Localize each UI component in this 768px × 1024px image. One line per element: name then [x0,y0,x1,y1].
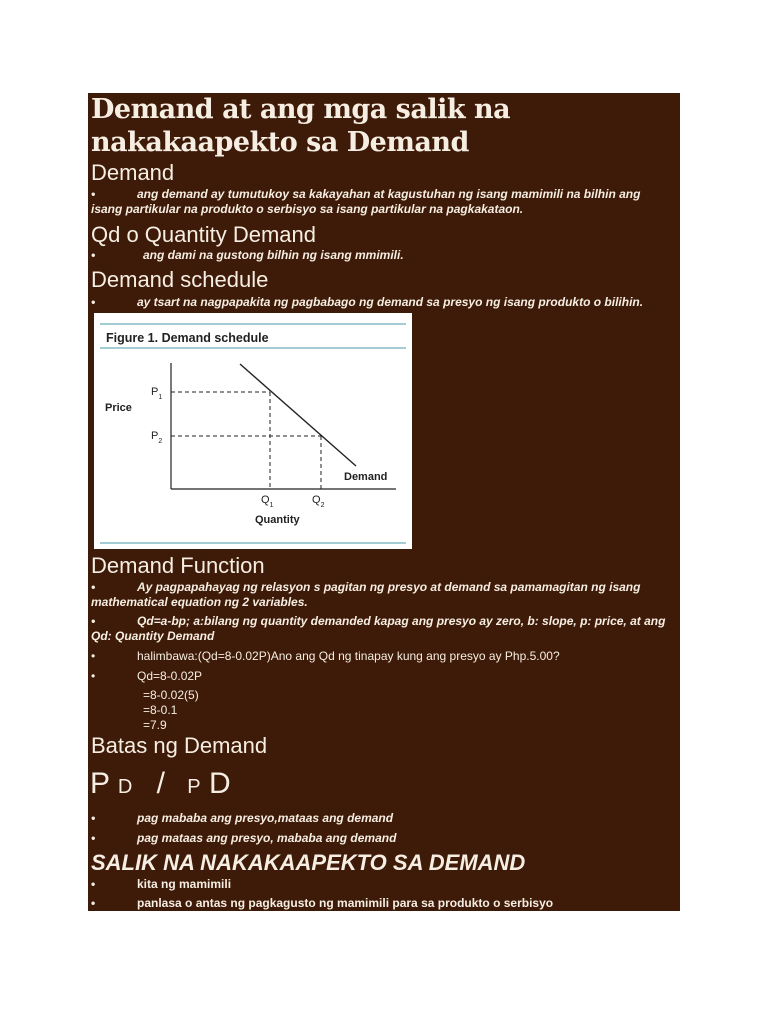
salik-bullet-1-text: kita ng mamimili [137,877,232,891]
function-bullet-4-text: Qd=8-0.02P [137,669,203,683]
demand-schedule-figure [94,313,412,549]
law-bullet-1 [91,811,393,826]
bullet: • [91,669,96,683]
y-axis-label: Price [105,402,132,414]
bullet: • [91,248,96,262]
page-title [91,93,531,159]
law-bullet-1-text: pag mababa ang presyo,mataas ang demand [137,811,394,825]
calc-step-1: =8-0.02(5) [143,688,199,702]
bullet: • [91,187,96,201]
function-bullet-4 [91,669,202,684]
schedule-definition [91,295,643,310]
section-heading-function: Demand Function [91,553,265,578]
function-bullet-1-text: Ay pagpapahayag ng relasyon s pagitan ng presyo at demand sa pamamagitan ng isang mathematical equation ng 2 variables. [91,580,641,609]
demand-definition-text: ang demand ay tumutukoy sa kakayahan at kagustuhan ng isang mamimili na bilhin ang isang partikular na produkto o serbisyo sa isang partikular na pagkakataon. [91,187,641,216]
law-formula [90,767,231,804]
bullet: • [91,811,96,825]
law-bullet-2-text: pag mataas ang presyo, mababa ang demand [137,831,397,845]
demand-curve-label: Demand [344,471,388,483]
law-slash: / [156,767,165,800]
p2-label: $P_2$ [151,430,163,445]
qd-definition-text: ang dami na gustong bilhin ng isang mmimili. [143,248,404,262]
page-title-text: Demand at ang mga salik na nakakaapekto sa Demand [91,94,511,158]
section-heading-qd: Qd o Quantity Demand [91,222,317,247]
bullet: • [91,831,96,845]
bullet: • [91,580,96,594]
law-d-up: D [208,767,231,800]
bullet: • [91,295,96,309]
calc-step-2: =8-0.1 [143,703,178,717]
q1-label: $Q_1$ [261,494,274,509]
demand-curve [240,364,356,466]
law-bullet-2 [91,831,396,846]
law-p-down: P [187,776,201,798]
salik-bullet-2-text: panlasa o antas ng pagkagusto ng mamimili para sa produkto o serbisyo [137,896,554,910]
bullet: • [91,649,96,663]
demand-schedule-diagram [94,313,412,549]
law-p-up: P [90,767,110,800]
qd-definition [91,248,404,263]
section-heading-salik: SALIK NA NAKAKAAPEKTO SA DEMAND [91,850,526,875]
function-bullet-3-text: halimbawa:(Qd=8-0.02P)Ano ang Qd ng tinapay kung ang presyo ay Php.5.00? [137,649,560,663]
p1-label: $P_1$ [151,386,163,401]
function-bullet-1 [91,580,671,610]
section-heading-schedule: Demand schedule [91,267,269,292]
function-bullet-2-text: Qd=a-bp; a:bilang ng quantity demanded kapag ang presyo ay zero, b: slope, p: price, at ang Qd: Quantity Demand [91,614,666,643]
bullet: • [91,614,96,628]
demand-definition [91,187,671,217]
x-axis-label: Quantity [255,514,300,526]
salik-bullet-1 [91,877,231,892]
function-bullet-2 [91,614,671,644]
bullet: • [91,877,96,891]
section-heading-law: Batas ng Demand [91,733,268,758]
function-bullet-3 [91,649,560,664]
calc-step-3: =7.9 [143,718,167,732]
figure-caption: Figure 1. Demand schedule [106,331,269,345]
section-heading-demand: Demand [91,160,175,185]
law-d-down: D [117,776,133,798]
bullet: • [91,896,96,910]
schedule-definition-text: ay tsart na nagpapakita ng pagbabago ng demand sa presyo ng isang produkto o bilihin. [137,295,644,309]
salik-bullet-2 [91,896,553,911]
q2-label: $Q_2$ [312,494,325,509]
